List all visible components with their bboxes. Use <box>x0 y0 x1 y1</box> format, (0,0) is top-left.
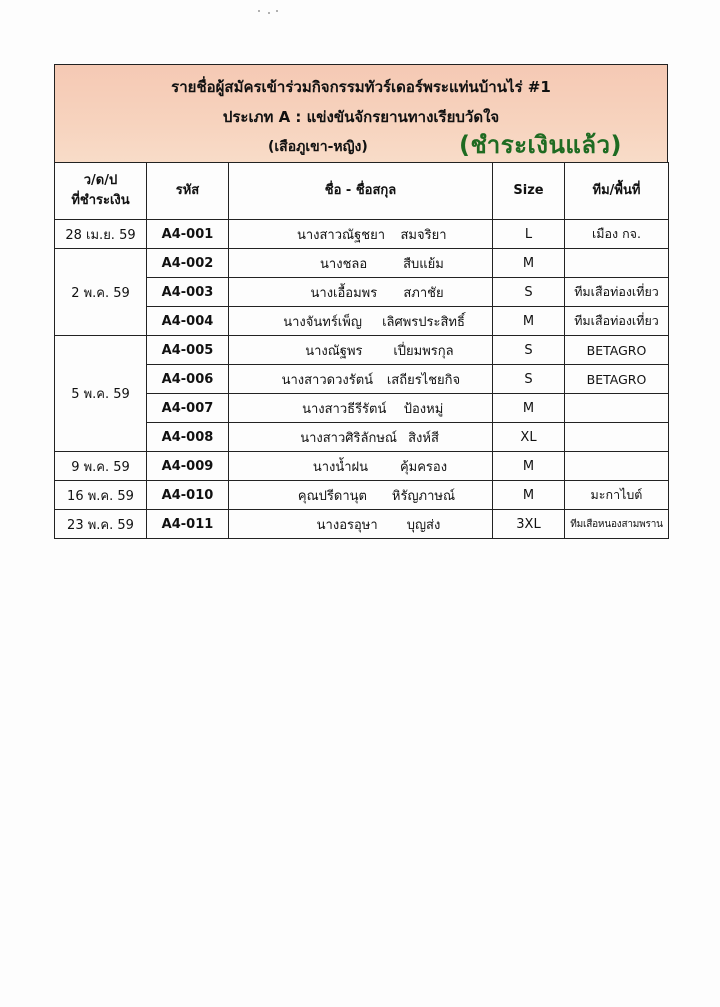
code-cell: A4-002 <box>147 249 229 278</box>
column-header-team: ทีม/พื้นที่ <box>565 163 669 220</box>
last-name: สืบแย้ม <box>403 256 444 272</box>
table-row <box>55 249 669 278</box>
team-cell <box>565 249 669 278</box>
team-cell <box>565 394 669 423</box>
column-header-name: ชื่อ - ชื่อสกุล <box>229 163 493 220</box>
team-cell: ทีมเสือท่องเที่ยว <box>565 278 669 307</box>
name-cell <box>229 394 493 423</box>
payment-date-cell: 23 พ.ค. 59 <box>55 510 147 539</box>
payment-date-cell: 9 พ.ค. 59 <box>55 452 147 481</box>
last-name: หิรัญภาษณ์ <box>391 488 456 504</box>
table-row <box>55 365 669 394</box>
column-header-date-line2: ที่ชำระเงิน <box>71 193 130 208</box>
size-cell: XL <box>493 423 565 452</box>
payment-date-cell: 28 เม.ย. 59 <box>55 220 147 249</box>
team-cell: ทีมเสือหนองสามพราน <box>565 510 669 539</box>
document-header <box>54 64 668 162</box>
scan-speck <box>268 12 270 14</box>
team-cell: BETAGRO <box>565 336 669 365</box>
name-cell <box>229 220 493 249</box>
first-name: นางชลอ <box>320 256 368 272</box>
name-cell <box>229 278 493 307</box>
paid-note: (ชำระเงินแล้ว) <box>459 131 622 159</box>
first-name: นางสาวดวงรัตน์ <box>281 372 374 388</box>
name-cell <box>229 249 493 278</box>
name-cell <box>229 423 493 452</box>
name-cell <box>229 365 493 394</box>
column-header-date-line1: ว/ด/ป <box>83 173 118 188</box>
last-name: คุ้มครอง <box>399 459 448 475</box>
name-cell <box>229 481 493 510</box>
size-cell: M <box>493 249 565 278</box>
last-name: ป้องหมู่ <box>403 401 444 417</box>
table-row <box>55 510 669 539</box>
team-cell <box>565 423 669 452</box>
code-cell: A4-011 <box>147 510 229 539</box>
size-cell: M <box>493 481 565 510</box>
code-cell: A4-008 <box>147 423 229 452</box>
last-name: สมจริยา <box>400 227 447 243</box>
document-title: รายชื่อผู้สมัครเข้าร่วมกิจกรรมทัวร์เดอร์พระแท่นบ้านไร่ #1 <box>171 78 551 96</box>
code-cell: A4-003 <box>147 278 229 307</box>
last-name: สภาชัย <box>403 285 444 301</box>
table-row <box>55 452 669 481</box>
document-division: (เสือภูเขา-หญิง) <box>268 139 368 155</box>
size-cell: S <box>493 365 565 394</box>
size-cell: 3XL <box>493 510 565 539</box>
team-cell: BETAGRO <box>565 365 669 394</box>
first-name: นางจันทร์เพ็ญ <box>283 314 362 330</box>
last-name: สิงห์สี <box>408 430 439 446</box>
team-cell: มะกาไบต์ <box>565 481 669 510</box>
team-cell: ทีมเสือท่องเที่ยว <box>565 307 669 336</box>
table-row <box>55 307 669 336</box>
name-cell <box>229 307 493 336</box>
column-header-date <box>55 163 147 220</box>
payment-date-cell: 5 พ.ค. 59 <box>55 336 147 452</box>
code-cell: A4-006 <box>147 365 229 394</box>
first-name: นางอรอุษา <box>316 517 378 533</box>
first-name: นางน้ำฝน <box>312 459 369 475</box>
first-name: นางสาวธีรีรัตน์ <box>302 401 387 417</box>
team-cell <box>565 452 669 481</box>
column-header-size: Size <box>493 163 565 220</box>
table-row <box>55 336 669 365</box>
table-row <box>55 481 669 510</box>
last-name: เปี่ยมพรกุล <box>393 343 454 359</box>
payment-date-cell: 2 พ.ค. 59 <box>55 249 147 336</box>
code-cell: A4-004 <box>147 307 229 336</box>
team-cell: เมือง กจ. <box>565 220 669 249</box>
first-name: นางสาวศิริลักษณ์ <box>300 430 397 446</box>
code-cell: A4-001 <box>147 220 229 249</box>
name-cell <box>229 452 493 481</box>
last-name: เลิศพรประสิทธิ์ <box>382 314 465 330</box>
size-cell: S <box>493 336 565 365</box>
registrant-table <box>54 162 669 539</box>
code-cell: A4-007 <box>147 394 229 423</box>
payment-date-cell: 16 พ.ค. 59 <box>55 481 147 510</box>
size-cell: L <box>493 220 565 249</box>
table-row <box>55 423 669 452</box>
first-name: คุณปรีดานุต <box>297 488 367 504</box>
code-cell: A4-005 <box>147 336 229 365</box>
size-cell: M <box>493 394 565 423</box>
first-name: นางเอื้อมพร <box>310 285 378 301</box>
first-name: นางณัฐพร <box>305 343 363 359</box>
first-name: นางสาวณัฐชยา <box>296 227 385 243</box>
column-header-code: รหัส <box>147 163 229 220</box>
table-header-row <box>55 163 669 220</box>
code-cell: A4-009 <box>147 452 229 481</box>
last-name: บุญส่ง <box>406 517 441 533</box>
name-cell <box>229 336 493 365</box>
table-row <box>55 278 669 307</box>
size-cell: M <box>493 307 565 336</box>
scan-speck <box>276 10 278 12</box>
code-cell: A4-010 <box>147 481 229 510</box>
size-cell: M <box>493 452 565 481</box>
last-name: เสถียรไชยกิจ <box>386 372 461 388</box>
name-cell <box>229 510 493 539</box>
scan-speck <box>258 10 260 12</box>
document-category: ประเภท A : แข่งขันจักรยานทางเรียบวัดใจ <box>222 108 500 126</box>
table-row <box>55 394 669 423</box>
size-cell: S <box>493 278 565 307</box>
table-row <box>55 220 669 249</box>
